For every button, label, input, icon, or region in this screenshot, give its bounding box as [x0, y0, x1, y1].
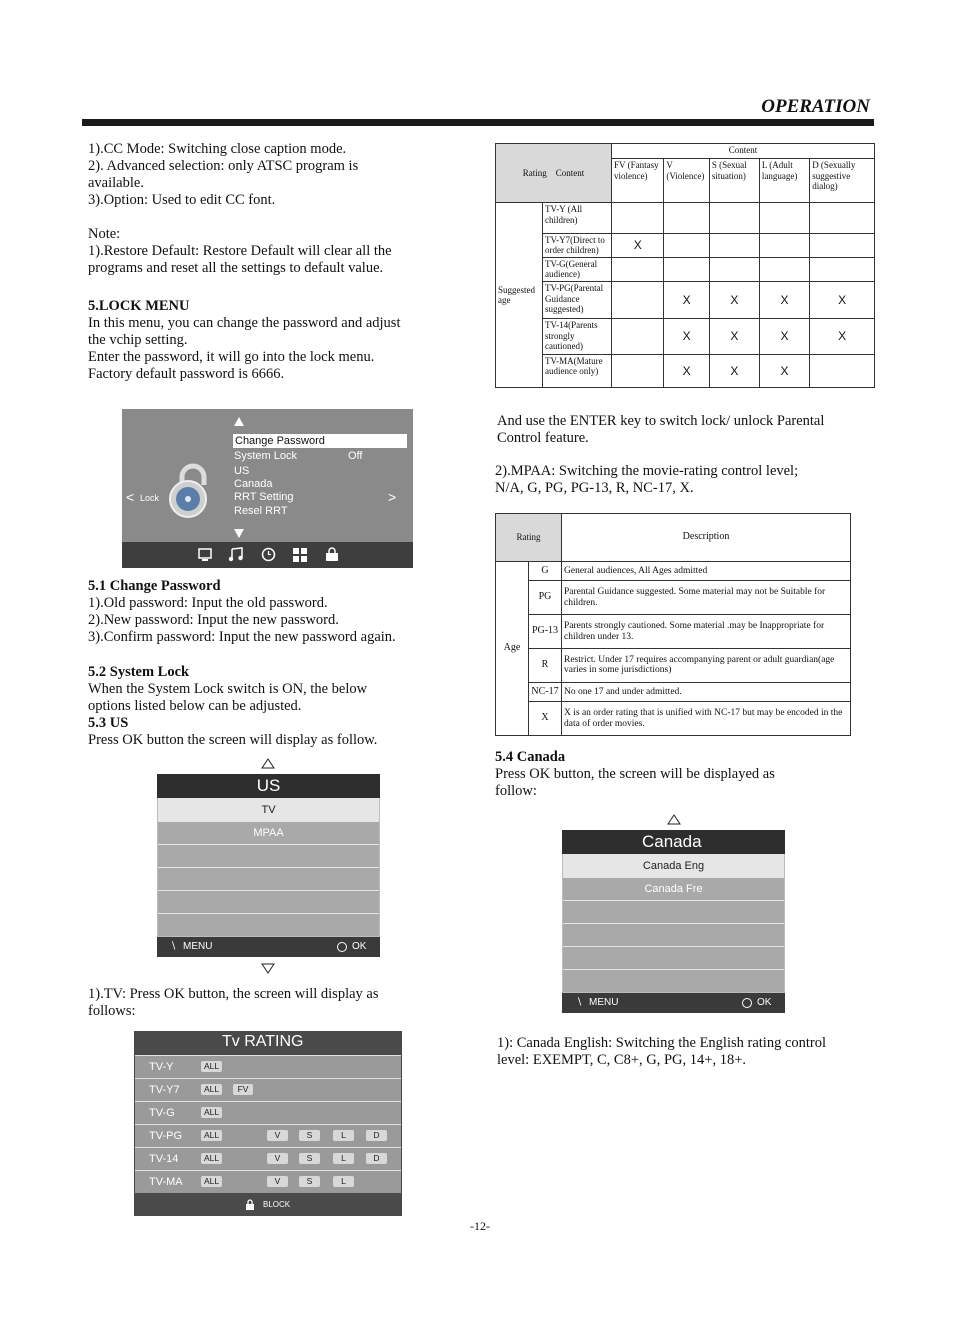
table-row	[496, 581, 851, 615]
rating-code: NC-17	[529, 682, 562, 701]
rating-code: X	[529, 702, 562, 736]
up-arrow-icon	[234, 417, 244, 426]
ok-icon	[337, 942, 347, 952]
table-row	[496, 257, 875, 281]
rating-tag-fv[interactable]: FV	[233, 1084, 253, 1095]
block-label[interactable]: BLOCK	[263, 1200, 291, 1209]
us-screen-footer	[157, 937, 380, 957]
right-chevron-icon[interactable]: >	[388, 489, 397, 505]
page-header-title: OPERATION	[761, 96, 870, 117]
section-heading: 5.1 Change Password	[88, 578, 221, 594]
down-triangle-icon	[261, 963, 275, 974]
us-screen	[157, 774, 380, 957]
mark-cell	[759, 233, 809, 257]
text-line: Press OK button, the screen will be displayed as	[495, 766, 775, 782]
mark-cell: X	[759, 354, 809, 387]
text-line: 1).Restore Default: Restore Default will clear all the	[88, 243, 392, 259]
rating-code: G	[529, 562, 562, 581]
mark-cell: X	[664, 282, 709, 319]
canada-screen-title: Canada	[562, 830, 785, 854]
mark-cell	[810, 203, 875, 233]
mpaa-rating-table	[495, 513, 851, 736]
empty-row	[158, 844, 379, 867]
text-line: N/A, G, PG, PG-13, R, NC-17, X.	[495, 480, 694, 496]
mpaa-section	[495, 463, 798, 497]
rating-tag-d[interactable]: D	[366, 1130, 387, 1141]
text-line: Press OK button the screen will display as follow.	[88, 732, 378, 748]
corner-rating-label: Rating	[522, 167, 547, 178]
rating-tag-all[interactable]: ALL	[201, 1107, 222, 1118]
mark-cell	[612, 203, 664, 233]
tv-rating-label: TV-Y	[149, 1061, 174, 1073]
tv-rating-row[interactable]	[135, 1055, 401, 1078]
text-line: 3).Option: Used to edit CC font.	[88, 192, 276, 208]
ok-icon	[742, 998, 752, 1008]
rating-description: Parents strongly cautioned. Some material .may be Inappropriate for children under 13.	[562, 615, 851, 649]
mark-cell	[612, 354, 664, 387]
table-row	[496, 203, 875, 233]
text-line: 1).TV: Press OK button, the screen will display as	[88, 986, 379, 1002]
page-number: -12-	[470, 1219, 490, 1233]
text-line: follows:	[88, 1003, 136, 1019]
rating-tag-s[interactable]: S	[299, 1153, 320, 1164]
column-header: FV (Fantasy violence)	[612, 159, 664, 203]
text-line: Enter the password, it will go into the lock menu.	[88, 349, 375, 365]
tv-rating-row[interactable]	[135, 1147, 401, 1170]
rating-header: Rating	[496, 514, 562, 562]
mark-cell: X	[709, 282, 759, 319]
lock-item-canada[interactable]: Canada	[234, 478, 273, 490]
section-heading: 5.4 Canada	[495, 749, 566, 765]
up-triangle-icon	[667, 814, 681, 825]
column-header: V (Violence)	[664, 159, 709, 203]
text-line: 2).MPAA: Switching the movie-rating control level;	[495, 463, 799, 479]
mark-cell	[709, 233, 759, 257]
empty-row	[563, 946, 784, 969]
text-line: follow:	[495, 783, 537, 799]
description-header: Description	[562, 514, 851, 562]
rating-tag-s[interactable]: S	[299, 1176, 320, 1187]
lock-item-us[interactable]: US	[234, 465, 250, 477]
rating-description: No one 17 and under admitted.	[562, 682, 851, 701]
menu-icon: ∖	[170, 941, 177, 952]
rating-description: General audiences, All Ages admitted	[562, 562, 851, 581]
canada-item-fre[interactable]: Canada Fre	[563, 877, 784, 900]
text-line: When the System Lock switch is ON, the below	[88, 681, 368, 697]
text-line: programs and reset all the settings to default value.	[88, 260, 384, 276]
cc-mode-section	[88, 141, 358, 209]
rating-tag-l[interactable]: L	[333, 1176, 354, 1187]
text-line: 2). Advanced selection: only ATSC program is	[88, 158, 359, 174]
empty-row	[158, 913, 379, 936]
tv-rating-row[interactable]	[135, 1170, 401, 1193]
rating-tag-l[interactable]: L	[333, 1130, 354, 1141]
row-label: TV-G(General audience)	[543, 257, 612, 281]
canada-english-section	[497, 1035, 826, 1069]
empty-row	[563, 900, 784, 923]
mark-cell	[810, 354, 875, 387]
us-screen-title: US	[157, 774, 380, 798]
rating-tag-all[interactable]: ALL	[201, 1153, 222, 1164]
row-label: TV-Y (All children)	[543, 203, 612, 233]
rating-tag-l[interactable]: L	[333, 1153, 354, 1164]
section-heading: 5.3 US	[88, 715, 129, 731]
table-corner	[496, 144, 612, 203]
music-icon[interactable]	[228, 547, 244, 562]
empty-row	[563, 923, 784, 946]
text-line: options listed below can be adjusted.	[88, 698, 302, 714]
mark-cell: X	[664, 319, 709, 354]
group-label: Suggested age	[496, 203, 543, 388]
mark-cell	[709, 203, 759, 233]
note-label: Note:	[88, 226, 121, 242]
empty-row	[158, 867, 379, 890]
padlock-icon	[166, 463, 216, 521]
table-row	[496, 233, 875, 257]
system-lock-value: Off	[348, 450, 363, 462]
table-row	[496, 354, 875, 387]
table-row	[496, 319, 875, 354]
lock-item-change-password[interactable]: Change Password	[233, 434, 407, 448]
mark-cell	[664, 203, 709, 233]
us-item-mpaa[interactable]: MPAA	[158, 821, 379, 844]
mark-cell	[759, 257, 809, 281]
tv-rating-row[interactable]	[135, 1124, 401, 1147]
left-chevron-icon[interactable]: <	[126, 489, 135, 505]
lock-icon	[245, 1199, 255, 1210]
empty-row	[563, 969, 784, 992]
text-line: 1).CC Mode: Switching close caption mode.	[88, 141, 347, 157]
mark-cell: X	[759, 319, 809, 354]
mark-cell: X	[810, 319, 875, 354]
table-row	[496, 615, 851, 649]
row-label: TV-PG(Parental Guidance suggested)	[543, 282, 612, 319]
rating-tag-all[interactable]: ALL	[201, 1176, 222, 1187]
lock-item-rrt-setting[interactable]: RRT Setting	[234, 491, 294, 503]
canada-item-eng[interactable]: Canada Eng	[563, 854, 784, 877]
down-arrow-icon	[234, 529, 244, 538]
mark-cell: X	[759, 282, 809, 319]
content-header: Content	[612, 144, 875, 159]
menu-label[interactable]: MENU	[589, 997, 619, 1008]
mark-cell	[810, 233, 875, 257]
rating-code: R	[529, 649, 562, 683]
tv-rating-label: TV-14	[149, 1153, 179, 1165]
lock-menu-section	[88, 298, 400, 383]
tv-rating-label: TV-G	[149, 1107, 175, 1119]
header-rule	[82, 119, 874, 126]
canada-screen	[562, 830, 785, 1013]
table-row	[496, 282, 875, 319]
tv-section	[88, 986, 379, 1020]
lock-side-label: Lock	[140, 493, 160, 503]
lock-tab-icon[interactable]	[325, 547, 339, 562]
text-line: the vchip setting.	[88, 332, 188, 348]
text-line: 1).Old password: Input the old password.	[88, 595, 328, 611]
text-line: And use the ENTER key to switch lock/ unlock Parental	[497, 413, 825, 429]
mark-cell	[810, 257, 875, 281]
text-line: 1): Canada English: Switching the English rating control	[497, 1035, 827, 1051]
system-lock-section	[88, 664, 377, 749]
rating-tag-d[interactable]: D	[366, 1153, 387, 1164]
table-row	[496, 702, 851, 736]
mark-cell	[612, 319, 664, 354]
corner-content-label: Content	[555, 167, 585, 178]
group-label: Age	[496, 562, 529, 736]
mark-cell: X	[810, 282, 875, 319]
rating-tag-v[interactable]: V	[267, 1130, 288, 1141]
tv-rating-row[interactable]	[135, 1101, 401, 1124]
text-line: Factory default password is 6666.	[88, 366, 285, 382]
mark-cell	[612, 282, 664, 319]
tv-icon[interactable]	[198, 548, 212, 562]
rating-tag-all[interactable]: ALL	[201, 1130, 222, 1141]
lock-item-resel-rrt[interactable]: Resel RRT	[234, 505, 288, 517]
section-heading: 5.2 System Lock	[88, 664, 190, 680]
mark-cell: X	[709, 319, 759, 354]
row-label: TV-14(Parents strongly cautioned)	[543, 319, 612, 354]
row-label: TV-MA(Mature audience only)	[543, 354, 612, 387]
rating-tag-all[interactable]: ALL	[201, 1061, 222, 1072]
note-section	[88, 226, 392, 277]
text-line: 2).New password: Input the new password.	[88, 612, 339, 628]
text-line: available.	[88, 175, 144, 191]
canada-section	[495, 749, 775, 800]
lock-screen-toolbar	[122, 542, 413, 568]
enter-key-section	[497, 413, 824, 447]
us-item-tv[interactable]: TV	[158, 798, 379, 821]
table-row	[496, 682, 851, 701]
row-label: TV-Y7(Direct to order children)	[543, 233, 612, 257]
tv-rating-screen	[134, 1031, 402, 1216]
column-header: L (Adult language)	[759, 159, 809, 203]
text-line: level: EXEMPT, C, C8+, G, PG, 14+, 18+.	[497, 1052, 747, 1068]
mark-cell	[664, 257, 709, 281]
text-line: In this menu, you can change the password and adjust	[88, 315, 401, 331]
rating-description: X is an order rating that is unified with NC-17 but may be encoded in the data of order movies.	[562, 702, 851, 736]
ok-label[interactable]: OK	[352, 941, 367, 952]
tv-rating-label: TV-PG	[149, 1130, 183, 1142]
text-line: Control feature.	[497, 430, 589, 446]
content-rating-table	[495, 143, 875, 388]
column-header: D (Sexually suggestive dialog)	[810, 159, 875, 203]
table-row	[496, 562, 851, 581]
rating-description: Restrict. Under 17 requires accompanying parent or adult guardian(age varies in some jurisdictions)	[562, 649, 851, 683]
menu-label[interactable]: MENU	[183, 941, 213, 952]
mark-cell	[612, 257, 664, 281]
rating-tag-v[interactable]: V	[267, 1153, 288, 1164]
change-password-section	[88, 578, 396, 646]
tv-rating-label: TV-Y7	[149, 1084, 180, 1096]
lock-menu-screen	[122, 409, 413, 568]
mark-cell: X	[709, 354, 759, 387]
mark-cell	[709, 257, 759, 281]
mark-cell	[664, 233, 709, 257]
grid-icon[interactable]	[293, 548, 307, 562]
section-heading: 5.LOCK MENU	[88, 298, 190, 314]
mark-cell: X	[612, 233, 664, 257]
rating-tag-v[interactable]: V	[267, 1176, 288, 1187]
tv-rating-title: Tv RATING	[222, 1033, 304, 1050]
rating-description: Parental Guidance suggested. Some material may not be Suitable for children.	[562, 581, 851, 615]
block-footer	[134, 1194, 402, 1216]
rating-code: PG	[529, 581, 562, 615]
mark-cell	[759, 203, 809, 233]
rating-tag-s[interactable]: S	[299, 1130, 320, 1141]
tv-rating-label: TV-MA	[149, 1176, 183, 1188]
canada-screen-footer	[562, 993, 785, 1013]
menu-icon: ∖	[576, 997, 583, 1008]
column-header: S (Sexual situation)	[709, 159, 759, 203]
mark-cell: X	[664, 354, 709, 387]
text-line: 3).Confirm password: Input the new password again.	[88, 629, 396, 645]
empty-row	[158, 890, 379, 913]
table-row	[496, 649, 851, 683]
rating-tag-all[interactable]: ALL	[201, 1084, 222, 1095]
lock-item-system-lock[interactable]: System Lock	[234, 450, 297, 462]
up-triangle-icon	[261, 758, 275, 769]
tv-rating-row[interactable]	[135, 1078, 401, 1101]
clock-icon[interactable]	[261, 547, 276, 562]
rating-code: PG-13	[529, 615, 562, 649]
ok-label[interactable]: OK	[757, 997, 772, 1008]
